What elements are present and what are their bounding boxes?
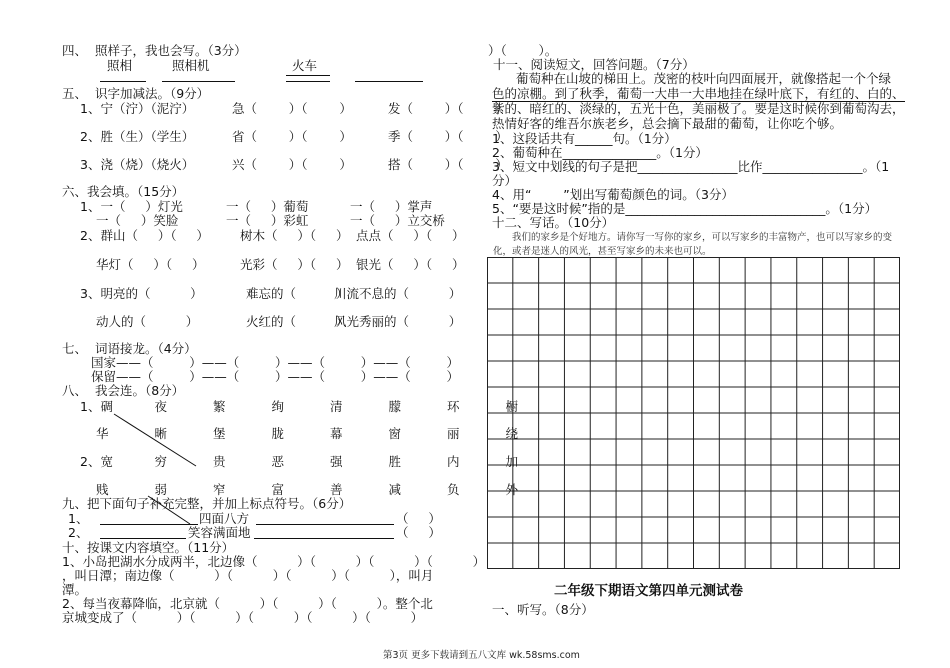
question-1: 1、这段话共有______句。（1分）	[492, 131, 677, 146]
section-8-title: 八、 我会连。（8分）	[62, 383, 185, 398]
section-7-title: 七、 词语接龙。（4分）	[62, 341, 197, 356]
s6-r3-a: 2、群山（ ）（ ）	[80, 228, 209, 243]
s6-r1-b: 一（ ）葡萄	[226, 199, 309, 214]
match-char[interactable]: 减	[388, 482, 402, 497]
passage-line-1: 葡萄种在山坡的梯田上。茂密的枝叶向四面展开，就像搭起一个个绿	[516, 71, 892, 86]
match-char[interactable]: 橱	[505, 399, 519, 414]
match-char[interactable]: 贱	[96, 482, 109, 497]
match-char[interactable]: 善	[330, 482, 343, 497]
section-4-title: 四、 照样子，我也会写。（3分）	[62, 43, 247, 58]
match-char[interactable]: 华	[96, 426, 109, 441]
s10-line4: 2、每当夜幕降临，北京就（ ）（ ）（ ）。整个北	[62, 596, 433, 611]
s6-r6-c: 风光秀丽的（ ）	[334, 314, 462, 329]
match-char[interactable]: 外	[505, 482, 519, 497]
s5-row3-c: 搭（ ）（ ）	[388, 157, 508, 172]
match-char[interactable]: 丽	[447, 426, 460, 441]
answer-line[interactable]	[100, 524, 198, 525]
writing-prompt-line-1: 我们的家乡是个好地方。请你写一写你的家乡，可以写家乡的丰富物产，也可以写家乡的变	[512, 232, 893, 243]
match-char[interactable]: 幕	[330, 426, 343, 441]
s6-r5-a: 3、明亮的（ ）	[80, 286, 203, 301]
s6-r4-c: 银光（ ）（ ）	[356, 257, 465, 272]
question-2: 2、葡萄种在_______________。（1分）	[492, 145, 708, 160]
underlined-sentence-part: 色的凉棚。到了秋季，葡萄一大串一大串地挂在绿叶底下，有红的、白的、	[492, 86, 905, 101]
s5-row1-c: 发（ ）（ ）	[388, 101, 508, 116]
match-char[interactable]: 贵	[213, 454, 226, 469]
match-char[interactable]: 夜	[154, 399, 168, 414]
match-char[interactable]: 绕	[505, 426, 519, 441]
passage-line-3: 紫的、暗红的、淡绿的，五光十色，美丽极了。要是这时候你到葡萄沟去，	[492, 101, 905, 116]
s9-line2-phrase: 笑容满面地	[188, 525, 251, 540]
question-3: 3、短文中划线的句子是把________________比作________________。（1	[492, 159, 890, 174]
match-char[interactable]: 内	[447, 454, 460, 469]
match-char[interactable]: 胜	[388, 454, 402, 469]
section-9-title: 九、把下面句子补充完整，并加上标点符号。（6分）	[62, 496, 352, 511]
s10-line5: 京城变成了（ ）（ ）（ ）（ ）（ ）	[62, 610, 424, 625]
section-6-title: 六、我会填。（15分）	[62, 184, 185, 199]
match-char[interactable]: 富	[271, 482, 285, 497]
match-char[interactable]: 恶	[271, 454, 285, 469]
match-char[interactable]: 胧	[271, 426, 285, 441]
s6-r1-a: 1、一（ ）灯光	[80, 199, 183, 214]
answer-line[interactable]	[256, 524, 394, 525]
match-char[interactable]: 晰	[154, 426, 168, 441]
s6-r5-c: 川流不息的（ ）	[334, 286, 462, 301]
s9-line2-number: 2、	[68, 525, 89, 540]
s5-row1-b: 急（ ）（ ）	[232, 101, 352, 116]
s5-row3-b: 兴（ ）（ ）	[232, 157, 352, 172]
s9-line2-punct: （ ）	[396, 525, 441, 540]
writing-grid[interactable]	[487, 257, 900, 569]
s6-r2-b: 一（ ）彩虹	[226, 213, 309, 228]
match-char[interactable]: 堡	[213, 426, 226, 441]
carryover-text: ）（ ）。	[488, 43, 558, 58]
s5-row3-a: 3、浇（烧）（烧火）	[80, 157, 195, 172]
s10-line3: 潭。	[62, 582, 88, 597]
s9-line1-punct: （ ）	[396, 511, 441, 526]
match-line	[114, 414, 196, 466]
s6-r2-c: 一（ ）立交桥	[350, 213, 445, 228]
match-char[interactable]: 穷	[154, 454, 168, 469]
s6-r6-b: 火红的（ ）	[246, 314, 349, 329]
s9-line1-number: 1、	[68, 511, 89, 526]
answer-line[interactable]	[254, 538, 394, 539]
match-char[interactable]: 弱	[154, 482, 168, 497]
section-11-title: 十一、阅读短文，回答问题。（7分）	[493, 57, 695, 72]
s5-row1-a: 1、宁（泞）（泥泞）	[80, 101, 195, 116]
section-10-title: 十、按课文内容填空。（11分）	[62, 540, 235, 555]
example-word-2: 照相机	[172, 58, 210, 73]
s7-row2: 保留——（ ）——（ ）——（ ）——（ ）	[91, 369, 460, 384]
s10-line1: 1、小岛把湖水分成两半，北边像（ ）（ ）（ ）（ ）	[62, 554, 486, 569]
passage-line-2	[492, 86, 905, 101]
match-char[interactable]: 窄	[213, 482, 226, 497]
match-char[interactable]: 繁	[213, 399, 226, 414]
match-char[interactable]: 1、碉	[80, 399, 113, 414]
question-3-cont: 分）	[492, 173, 518, 188]
s5-row2-c: 季（ ）（ ）	[388, 129, 508, 144]
s7-row1: 国家——（ ）——（ ）——（ ）——（ ）	[91, 355, 460, 370]
s10-line2: ，叫日潭；南边像（ ）（ ）（ ）（ ），叫月	[62, 568, 434, 583]
match-char[interactable]: 加	[505, 454, 519, 469]
writing-prompt-line-2: 化，或者是迷人的风光，甚至写家乡的未来也可以。	[493, 246, 712, 257]
s6-r3-b: 树木（ ）（ ）	[240, 228, 349, 243]
s6-r3-c: 点点（ ）（ ）	[356, 228, 465, 243]
match-char[interactable]: 清	[330, 399, 343, 414]
section-1-title: 一、听写。（8分）	[492, 602, 594, 617]
match-char[interactable]: 绚	[271, 399, 285, 414]
s6-r1-c: 一（ ）掌声	[350, 199, 433, 214]
answer-line[interactable]	[100, 538, 186, 539]
section-12-title: 十二、写话。（10分）	[492, 215, 615, 230]
example-word-3: 火车	[292, 58, 318, 73]
s9-line1-phrase: 四面八方	[199, 511, 250, 526]
match-char[interactable]: 2、宽	[80, 454, 113, 469]
example-word-1: 照相	[107, 58, 133, 73]
s6-r4-b: 光彩（ ）（ ）	[240, 257, 349, 272]
page-footer: 第3页 更多下载请到五八文库 wk.58sms.com	[383, 650, 580, 661]
exam-title: 二年级下期语文第四单元测试卷	[554, 583, 743, 599]
match-char[interactable]: 窗	[388, 426, 402, 441]
passage-line-4: 热情好客的维吾尔族老乡，总会摘下最甜的葡萄，让你吃个够。	[492, 116, 843, 131]
match-char[interactable]: 环	[447, 399, 460, 414]
s5-row2-a: 2、胜（生）（学生）	[80, 129, 195, 144]
s5-row2-b: 省（ ）（ ）	[232, 129, 352, 144]
match-char[interactable]: 朦	[388, 399, 402, 414]
s6-r6-a: 动人的（ ）	[96, 314, 199, 329]
match-char[interactable]: 强	[330, 454, 343, 469]
s6-r2-a: 一（ ）笑脸	[96, 213, 179, 228]
s6-r5-b: 难忘的（ ）	[246, 286, 349, 301]
question-4: 4、用“ ”划出写葡萄颜色的词。（3分）	[492, 187, 734, 202]
section-5-title: 五、 识字加减法。（9分）	[62, 86, 210, 101]
match-char[interactable]: 负	[447, 482, 460, 497]
question-5: 5、“要是这时候”指的是________________________________。（1分）	[492, 201, 878, 216]
s6-r4-a: 华灯（ ）（ ）	[96, 257, 205, 272]
